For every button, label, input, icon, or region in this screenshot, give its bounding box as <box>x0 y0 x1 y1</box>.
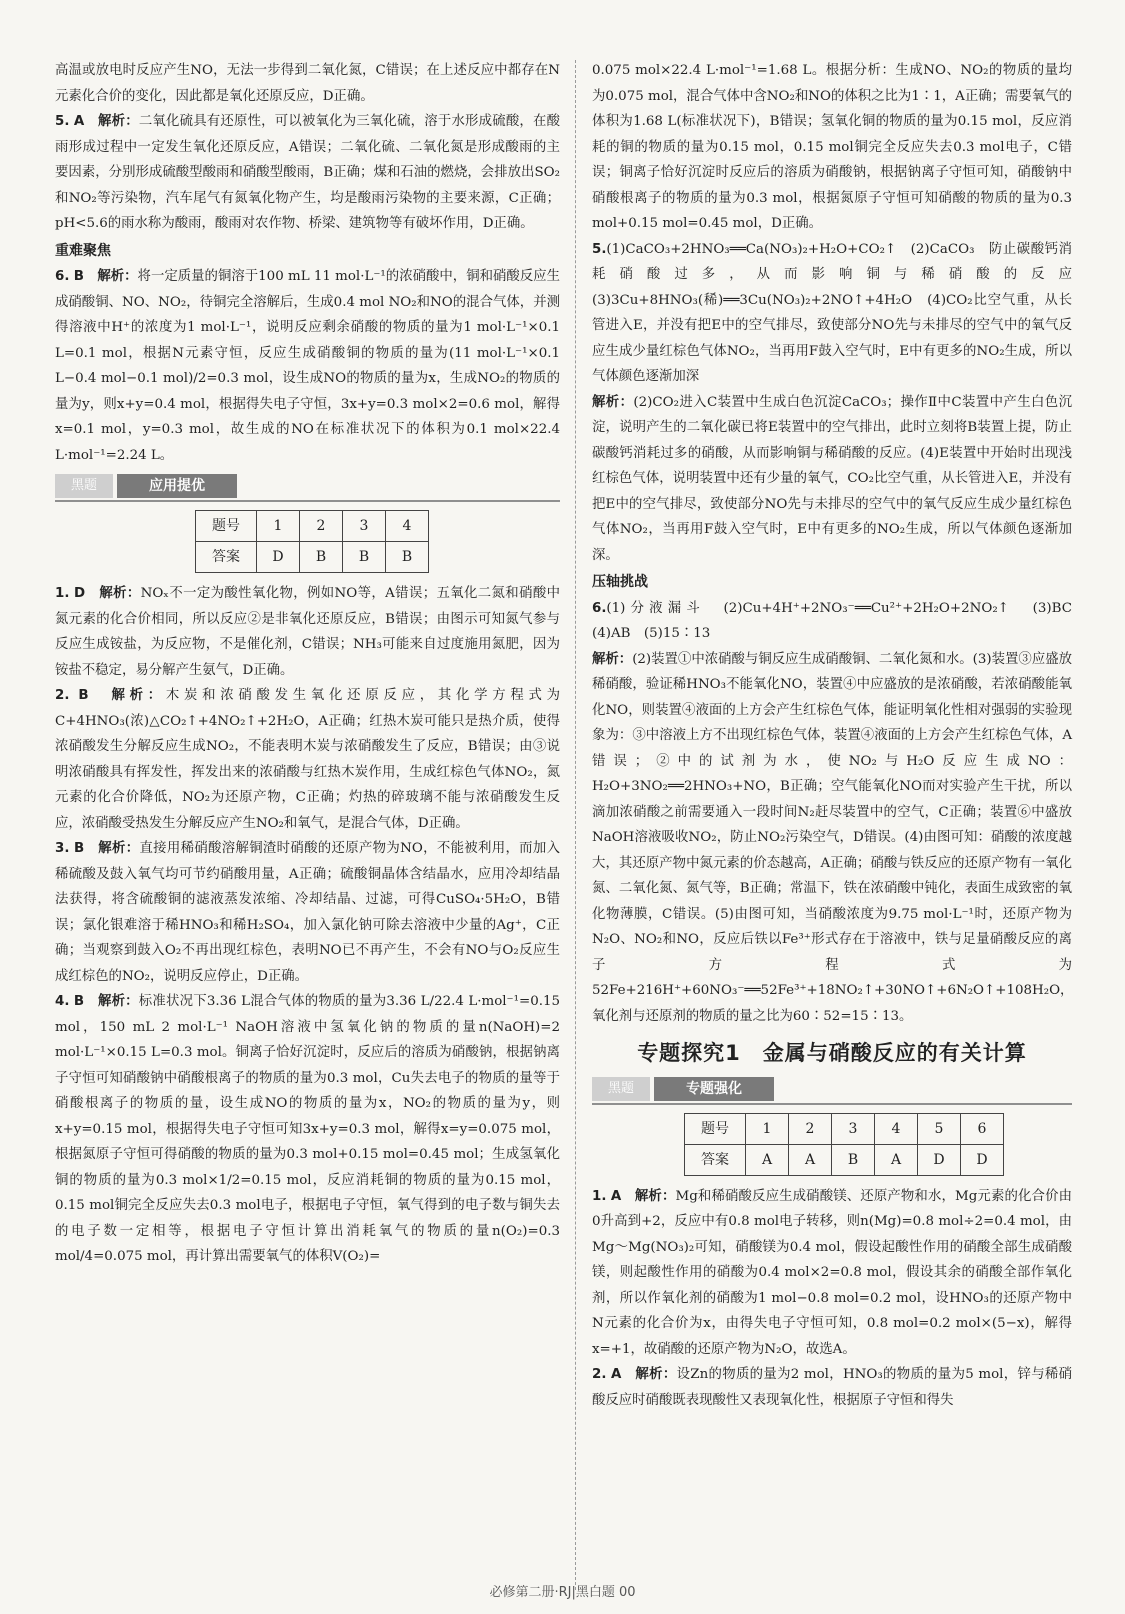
table-cell: 5 <box>918 1113 961 1144</box>
apply-answer-4: 4. B 解析：标准状况下3.36 L混合气体的物质的量为3.36 L/22.4 L·mol⁻¹=0.15 mol，150 mL 2 mol·L⁻¹ NaOH溶液中氢氧化钠的物质的量n(NaOH)=2 mol·L⁻¹×0.15 L=0.3 mol。铜离子恰好沉淀时，反应后的溶质为硝酸钠，根据钠离子守恒可知硝酸钠中硝酸根离子的物质的量为0.3 mol，Cu失去电子的物质的量等于硝酸根离子的物质的量，设生成NO的物质的量为x，NO₂的物质的量为y，则x+y=0.15 mol，根据得失电子守恒可知3x+y=0.3 mol，解得x=y=0.075 mol，根据氮原子守恒可得硝酸的物质的量为0.3 mol+0.15 mol=0.45 mol；生成氢氧化铜的物质的量为0.3 mol×1/2=0.15 mol，反应消耗铜的物质的量为0.15 mol，0.15 mol铜完全反应失去0.3 mol电子，根据电子守恒，氧气得到的电子数与铜失去的电子数一定相等，根据电子守恒计算出消耗氧气的物质的量n(O₂)=0.3 mol/4=0.075 mol，再计算出需要氧气的体积V(O₂)= <box>55 993 561 1264</box>
apply-answer-3: 3. B 解析：直接用稀硝酸溶解铜渣时硝酸的还原产物为NO，不能被利用，而加入稀硫酸及鼓入氧气均可节约硝酸用量，A正确；硫酸铜晶体含结晶水，应用冷却结晶法获得，将含硫酸铜的滤液蒸发浓缩、冷却结晶、过滤，可得CuSO₄·5H₂O，B错误；氯化银难溶于稀HNO₃和稀H₂SO₄，加入氯化钠可除去溶液中少量的Ag⁺，C正确；当观察到鼓入O₂不再出现红棕色，表明NO已不再产生，不会有NO与O₂反应生成红棕色的NO₂，说明反应停止，D正确。 <box>55 840 561 984</box>
subhead-focus: 重难聚焦 <box>55 242 111 259</box>
apply-answer-1: 1. D 解析：NOₓ不一定为酸性氧化物，例如NO等，A错误；五氧化二氮和硝酸中氮元素的化合价相同，所以反应②是非氧化还原反应，B错误；由图示可知氮气参与反应生成铵盐，为反应物，不是催化剂，C错误；NH₃可能来自过度施用氮肥，因为铵盐不稳定，易分解产生氨气，D正确。 <box>55 585 560 678</box>
table-cell: A <box>746 1144 789 1175</box>
section-title: 专题探究1 金属与硝酸反应的有关计算 <box>637 1041 1027 1065</box>
continuation-text-right: 0.075 mol×22.4 L·mol⁻¹=1.68 L。根据分析：生成NO、NO₂的物质的量均为0.075 mol，混合气体中含NO₂和NO的体积之比为1∶1，A正确；需要氧气的体积为1.68 L(标准状况下)，B错误；氢氧化铜的物质的量为0.15 mol，反应消耗的铜的物质的量为0.15 mol，0.15 mol铜完全反应失去0.3 mol电子，C错误；铜离子恰好沉淀时反应后的溶质为硝酸钠，根据钠离子守恒可知，硝酸钠中硝酸根离子的物质的量为0.3 mol，根据氮原子守恒可知硝酸的物质的量为0.3 mol+0.15 mol=0.45 mol，D正确。 <box>592 63 1072 231</box>
table-header-label: 题号 <box>685 1113 746 1144</box>
table-cell: 3 <box>832 1113 875 1144</box>
table-cell: 4 <box>875 1113 918 1144</box>
special-answer-2: 2. A 解析：设Zn的物质的量为2 mol，HNO₃的物质的量为5 mol，锌与稀硝酸反应时硝酸既表现酸性又表现氧化性，根据原子守恒和得失 <box>592 1366 1073 1408</box>
band-tag-black: 黑题 <box>55 474 113 498</box>
table-cell: B <box>343 542 386 573</box>
band-tag-title: 专题强化 <box>654 1077 774 1101</box>
band-tag-black: 黑题 <box>592 1077 650 1101</box>
table-cell: 1 <box>746 1113 789 1144</box>
table-cell: B <box>832 1144 875 1175</box>
subhead-challenge: 压轴挑战 <box>592 574 648 590</box>
left-column <box>55 58 560 1270</box>
question-6-answer: 6.(1)分液漏斗 (2)Cu+4H⁺+2NO₃⁻══Cu²⁺+2H₂O+2NO₂↑ (3)BC (4)AB (5)15∶13 <box>592 600 1086 641</box>
table-cell: 3 <box>343 511 386 542</box>
table-cell: D <box>257 542 300 573</box>
column-divider <box>575 60 576 1590</box>
table-cell: 6 <box>961 1113 1004 1144</box>
right-column <box>592 58 1086 1413</box>
table-cell: 1 <box>257 511 300 542</box>
table-cell: D <box>961 1144 1004 1175</box>
special-answer-1: 1. A 解析：Mg和稀硝酸反应生成硝酸镁、还原产物和水，Mg元素的化合价由0升高到+2，反应中有0.8 mol电子转移，则n(Mg)=0.8 mol÷2=0.4 mol，由Mg～Mg(NO₃)₂可知，硝酸镁为0.4 mol，假设起酸性作用的硝酸全部生成硝酸镁，则起酸性作用的硝酸为0.4 mol×2=0.8 mol，假设其余的硝酸全部作氧化剂，所以作氧化剂的硝酸为1 mol−0.8 mol=0.2 mol，设HNO₃的还原产物中N元素的化合价为x，由得失电子守恒可知，0.8 mol=0.2 mol×(5−x)，解得x=+1，故硝酸的还原产物为N₂O，故选A。 <box>592 1187 1073 1357</box>
answer-table-left <box>195 510 429 573</box>
section-band-special <box>592 1077 1072 1105</box>
question-5: 5. A 解析：二氧化硫具有还原性，可以被氧化为三氧化硫，溶于水形成硫酸，在酸雨形成过程中一定发生氧化还原反应，A错误；二氧化硫、二氧化氮是形成酸雨的主要因素，分别形成硫酸型酸雨和硝酸型酸雨，B正确；煤和石油的燃烧，会排放出SO₂和NO₂等污染物，汽车尾气有氮氧化物产生，均是酸雨污染物的主要来源，C正确；pH<5.6的雨水称为酸雨，酸雨对农作物、桥梁、建筑物等有破坏作用，D正确。 <box>55 113 561 231</box>
table-cell: 2 <box>789 1113 832 1144</box>
table-header-label: 题号 <box>196 511 257 542</box>
table-cell: A <box>875 1144 918 1175</box>
table-cell: 4 <box>386 511 429 542</box>
table-answer-label: 答案 <box>196 542 257 573</box>
table-cell: B <box>300 542 343 573</box>
table-cell: D <box>918 1144 961 1175</box>
question-5-answer: 5.(1)CaCO₃+2HNO₃══Ca(NO₃)₂+H₂O+CO₂↑ (2)CaCO₃ 防止碳酸钙消耗硝酸过多，从而影响铜与稀硝酸的反应 (3)3Cu+8HNO₃(稀)══3Cu(NO₃)₂+2NO↑+4H₂O (4)CO₂比空气重，从长管进入E，并没有把E中的空气排尽，致使部分NO先与未排尽的空气中的氧气反应生成少量红棕色气体NO₂，当再用F鼓入空气时，E中有更多的NO₂生成，所以气体颜色逐渐加深 <box>592 241 1086 384</box>
question-6-explanation: 解析：(2)装置①中浓硝酸与铜反应生成硝酸铜、二氧化氮和水。(3)装置③应盛放稀硝酸，验证稀HNO₃不能氧化NO，装置④中应盛放的是浓硝酸，若浓硝酸能氧化NO，则装置④液面的上方会产生红棕色气体，能证明氧化性相对强弱的实验现象为：③中溶液上方不出现红棕色气体，装置④液面的上方会产生红棕色气体，A错误；②中的试剂为水，使NO₂与H₂O反应生成NO：H₂O+3NO₂══2HNO₃+NO，B正确；空气能氧化NO而对实验产生干扰，所以滴加浓硝酸之前需要通入一段时间N₂赶尽装置中的空气，C正确；装置⑥中盛放NaOH溶液吸收NO₂，防止NO₂污染空气，D错误。(4)由图可知：硝酸的浓度越大，其还原产物中氮元素的价态越高，A正确；硝酸与铁反应的还原产物有一氧化氮、二氧化氮、氮气等，B正确；常温下，铁在浓硝酸中钝化，表面生成致密的氧化物薄膜，C错误。(5)由图可知，当硝酸浓度为9.75 mol·L⁻¹时，还原产物为N₂O、NO₂和NO，反应后铁以Fe³⁺形式存在于溶液中，铁与足量硝酸反应的离子方程式为52Fe+216H⁺+60NO₃⁻══52Fe³⁺+18NO₂↑+30NO↑+6N₂O↑+108H₂O，氧化剂与还原剂的物质的量之比为60∶52=15∶13。 <box>592 650 1074 1024</box>
page-footer: 必修第二册·RJ|黑白题 00 <box>489 1585 636 1600</box>
band-tag-title: 应用提优 <box>117 474 237 498</box>
table-cell: B <box>386 542 429 573</box>
section-band-apply <box>55 474 560 502</box>
question-6: 6. B 解析：将一定质量的铜溶于100 mL 11 mol·L⁻¹的浓硝酸中，铜和硝酸反应生成硝酸铜、NO、NO₂，待铜完全溶解后，生成0.4 mol NO₂和NO的混合气体，并测得溶液中H⁺的浓度为1 mol·L⁻¹，说明反应剩余硝酸的物质的量为1 mol·L⁻¹×0.1 L=0.1 mol，根据N元素守恒，反应生成硝酸铜的物质的量为(11 mol·L⁻¹×0.1 L−0.4 mol−0.1 mol)/2=0.3 mol，设生成NO的物质的量为x，生成NO₂的物质的量为y，则x+y=0.4 mol，根据得失电子守恒，3x+y=0.3 mol×2=0.6 mol，解得x=0.1 mol，y=0.3 mol，故生成的NO在标准状况下的体积为0.1 mol×22.4 L·mol⁻¹=2.24 L。 <box>55 268 561 463</box>
question-5-explanation: 解析：(2)CO₂进入C装置中生成白色沉淀CaCO₃；操作Ⅱ中C装置中产生白色沉淀，说明产生的二氧化碳已将E装置中的空气排出，此时立刻将B装置上提，防止碳酸钙消耗过多的硝酸，从而影响铜与稀硝酸的反应。(4)E装置中开始时出现浅红棕色气体，说明装置中还有少量的氧气，CO₂比空气重，从长管进入E，并没有把E中的空气排尽，致使部分NO先与未排尽的空气中的氧气反应生成少量红棕色气体NO₂，当再用F鼓入空气时，E中有更多的NO₂生成，所以气体颜色逐渐加深。 <box>592 393 1072 563</box>
continuation-text: 高温或放电时反应产生NO，无法一步得到二氧化氮，C错误；在上述反应中都存在N元素化合价的变化，因此都是氧化还原反应，D正确。 <box>55 63 560 104</box>
table-answer-label: 答案 <box>685 1144 746 1175</box>
apply-answer-2: 2. B 解析：木炭和浓硝酸发生氧化还原反应，其化学方程式为C+4HNO₃(浓)△CO₂↑+4NO₂↑+2H₂O，A正确；红热木炭可能只是热介质，使得浓硝酸发生分解反应生成NO₂，不能表明木炭与浓硝酸发生了反应，B错误；由③说明浓硝酸具有挥发性，挥发出来的浓硝酸与红热木炭作用，生成红棕色气体NO₂，氮元素的化合价降低，NO₂为还原产物，C正确；灼热的碎玻璃不能与浓硝酸发生反应，浓硝酸受热发生分解反应产生NO₂和氧气，是混合气体，D正确。 <box>55 687 561 831</box>
table-cell: 2 <box>300 511 343 542</box>
answer-table-right <box>684 1113 1004 1176</box>
table-cell: A <box>789 1144 832 1175</box>
